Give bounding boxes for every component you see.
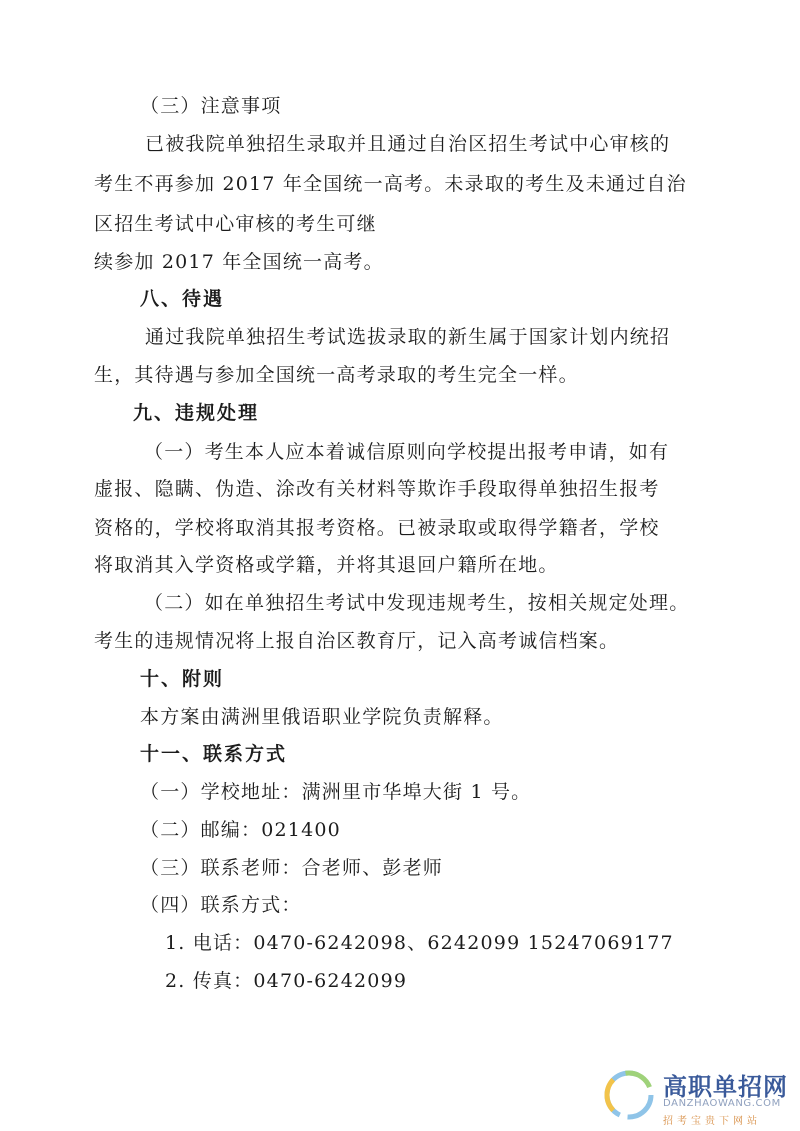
paragraph-line: 虚报、隐瞒、伪造、涂改有关材料等欺诈手段取得单独招生报考 [94, 478, 660, 500]
paragraph-line: 将取消其入学资格或学籍，并将其退回户籍所在地。 [94, 554, 559, 576]
paragraph-line: 生，其待遇与参加全国统一高考录取的考生完全一样。 [94, 364, 579, 386]
paragraph-line: 通过我院单独招生考试选拔录取的新生属于国家计划内统招 [145, 326, 671, 348]
section-heading-8: 八、待遇 [140, 288, 225, 310]
paragraph-line: 已被我院单独招生录取并且通过自治区招生考试中心审核的 [145, 133, 671, 155]
paragraph-line: （一）考生本人应本着诚信原则向学校提出报考申请，如有 [144, 441, 670, 463]
watermark-url: DANZHAOWANG.COM [663, 1098, 781, 1109]
section-heading-9: 九、违规处理 [133, 402, 260, 424]
paragraph-line: 区招生考试中心审核的考生可继 [94, 213, 377, 235]
watermark-title: 高职单招网 [663, 1073, 788, 1101]
site-watermark [603, 1063, 793, 1127]
paragraph-line: 本方案由满洲里俄语职业学院负责解释。 [140, 706, 504, 728]
section-heading-10: 十、附则 [140, 668, 225, 690]
section-heading-11: 十一、联系方式 [140, 743, 288, 765]
watermark-logo-icon [603, 1069, 655, 1121]
contact-fax: 2. 传真：0470-6242099 [165, 970, 408, 992]
contact-postcode: （二）邮编：021400 [140, 819, 341, 841]
paragraph-line: 资格的，学校将取消其报考资格。已被录取或取得学籍者，学校 [94, 517, 660, 539]
paragraph-line: 续参加 2017 年全国统一高考。 [94, 251, 384, 273]
paragraph-line: （二）如在单独招生考试中发现违规考生，按相关规定处理。 [144, 592, 690, 614]
paragraph-line: 考生不再参加 2017 年全国统一高考。未录取的考生及未通过自治 [94, 173, 687, 195]
contact-address: （一）学校地址：满洲里市华埠大街 1 号。 [140, 781, 532, 803]
contact-phone: 1. 电话：0470-6242098、6242099 15247069177 [165, 932, 674, 954]
contact-methods-label: （四）联系方式： [140, 894, 302, 916]
contact-teachers: （三）联系老师：合老师、彭老师 [140, 857, 444, 879]
subheading-notes: （三）注意事项 [140, 95, 282, 117]
watermark-slogan: 招考宝贵下网站 [663, 1116, 761, 1127]
paragraph-line: 考生的违规情况将上报自治区教育厅，记入高考诚信档案。 [94, 630, 620, 652]
